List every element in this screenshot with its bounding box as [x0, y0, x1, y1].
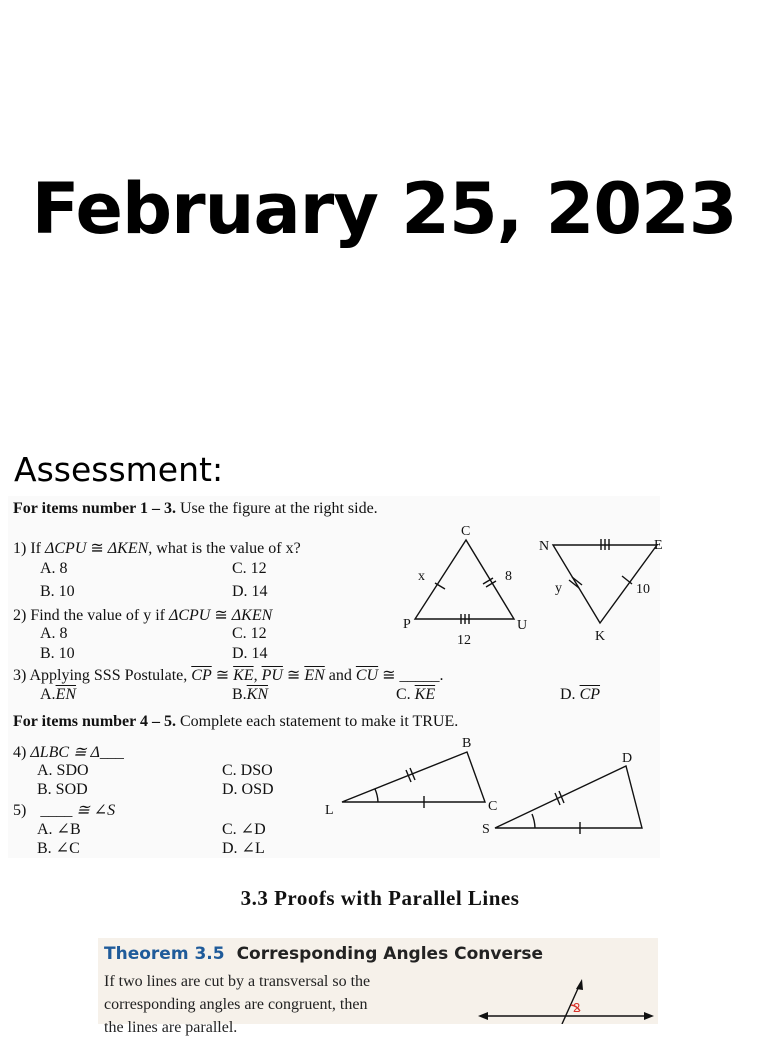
- arrow-right-icon: [644, 1012, 654, 1020]
- arrow-left-icon: [478, 1012, 488, 1020]
- q4-choice-a: A. SDO: [37, 762, 89, 779]
- section-title: 3.3 Proofs with Parallel Lines: [240, 886, 520, 910]
- q3-cong-1: ≅: [215, 667, 230, 684]
- theorem-line-3: the lines are parallel.: [104, 1019, 238, 1036]
- q5-choice-c: C. ∠D: [222, 821, 266, 838]
- q3-c-value: $\overline{KE}$: [414, 686, 436, 703]
- label-c2: C: [488, 799, 498, 814]
- q4-choice-b: B. SOD: [37, 781, 88, 798]
- section1-label: For items number 1 – 3.: [13, 500, 176, 517]
- q3-choice-d: [560, 686, 600, 704]
- q1-triangle-1: ΔCPU: [44, 540, 87, 557]
- question-5: [13, 800, 115, 820]
- q3-and: and: [328, 667, 352, 684]
- label-12: 12: [457, 633, 471, 648]
- q5-choice-a: A. ∠B: [37, 821, 81, 838]
- q2-choice-a: A. 8: [40, 625, 68, 642]
- q2-text: Find the value of y if: [30, 607, 165, 624]
- theorem-line-1: If two lines are cut by a transversal so the: [104, 973, 371, 990]
- label-x: x: [418, 569, 425, 584]
- triangle-cpu: [415, 540, 514, 619]
- q5-choice-d: D. ∠L: [222, 840, 265, 857]
- q3-d-value: $\overline{CP}$: [579, 686, 601, 703]
- theorem-number: Theorem 3.5: [104, 944, 225, 964]
- label-s: S: [482, 822, 490, 837]
- question-3: [13, 665, 444, 685]
- section2-label: For items number 4 – 5.: [13, 713, 176, 730]
- q3-blank: _____.: [399, 667, 444, 684]
- q1-number: 1): [13, 540, 27, 557]
- label-d: D: [622, 751, 633, 766]
- q3-c-prefix: C.: [396, 686, 411, 703]
- label-8: 8: [505, 569, 512, 584]
- q5-text: ____ ≅ ∠S: [40, 802, 116, 819]
- q3-cong-2: ≅: [286, 667, 301, 684]
- q1-triangle-2: ΔKEN: [107, 540, 149, 557]
- q2-choice-b: B. 10: [40, 645, 75, 662]
- question-2: [13, 605, 272, 625]
- q2-choice-d: D. 14: [232, 645, 268, 662]
- q4-choice-d: D. OSD: [222, 781, 274, 798]
- label-k: K: [595, 629, 606, 644]
- q1-choice-d: D. 14: [232, 583, 268, 600]
- q3-b-value: $\overline{KN}$: [246, 686, 269, 703]
- section2-header: [13, 713, 458, 731]
- q3-seg-cp: $\overline{CP}$: [191, 667, 212, 684]
- q5-choice-b: B. ∠C: [37, 840, 80, 857]
- q4-number: 4): [13, 744, 27, 761]
- section1-text: Use the figure at the right side.: [179, 500, 378, 517]
- label-e: E: [654, 538, 663, 553]
- angle-arc-l: [375, 789, 378, 802]
- q5-number: 5): [13, 802, 27, 819]
- q2-triangle-1: ΔCPU: [168, 607, 211, 624]
- q1-choice-b: B. 10: [40, 583, 75, 600]
- q4-choice-c: C. DSO: [222, 762, 273, 779]
- triangle-sdo: [495, 766, 642, 828]
- q1-post: , what is the value of x?: [148, 540, 301, 557]
- label-10: 10: [636, 582, 650, 597]
- question-1: [13, 538, 301, 558]
- q3-number: 3): [13, 667, 27, 684]
- q4-text: ΔLBC ≅ Δ___: [30, 744, 124, 761]
- triangles-figure-2: [320, 732, 660, 842]
- q3-pre: Applying SSS Postulate,: [29, 667, 188, 684]
- label-n: N: [539, 539, 550, 554]
- theorem-heading: [104, 944, 543, 964]
- label-p: P: [403, 617, 411, 632]
- label-y: y: [555, 581, 562, 596]
- q3-a-value: $\overline{EN}$: [55, 686, 77, 703]
- question-4: [13, 742, 124, 762]
- q3-choice-b: [232, 686, 268, 704]
- q2-triangle-2: ΔKEN: [231, 607, 273, 624]
- angle-label: 2: [573, 1000, 581, 1015]
- q2-number: 2): [13, 607, 27, 624]
- transversal-arrow-icon: [576, 979, 583, 990]
- section2-text: Complete each statement to make it TRUE.: [179, 713, 459, 730]
- q1-pre: If: [30, 540, 41, 557]
- parallel-lines-figure: [470, 975, 658, 1024]
- q3-choice-c: [396, 686, 435, 704]
- q3-d-prefix: D.: [560, 686, 576, 703]
- q3-seg-cu: $\overline{CU}$: [355, 667, 379, 684]
- q3-b-prefix: B.: [232, 686, 247, 703]
- angle-arc-s: [532, 814, 535, 828]
- q1-congruent: ≅: [90, 540, 104, 557]
- q2-congruent: ≅: [214, 607, 228, 624]
- section1-header: [13, 500, 378, 518]
- q3-seg-en: $\overline{EN}$: [304, 667, 325, 684]
- q2-choice-c: C. 12: [232, 625, 267, 642]
- theorem-line-2: corresponding angles are congruent, then: [104, 996, 368, 1013]
- q1-choice-a: A. 8: [40, 560, 68, 577]
- triangles-figure-1: [395, 518, 665, 650]
- label-l: L: [325, 803, 334, 818]
- q3-cong-3: ≅: [382, 667, 396, 684]
- label-c: C: [461, 524, 471, 539]
- q1-choice-c: C. 12: [232, 560, 267, 577]
- theorem-name: Corresponding Angles Converse: [236, 944, 544, 964]
- q3-seg-ke: $\overline{KE}$: [233, 667, 254, 684]
- q3-a-prefix: A.: [40, 686, 56, 703]
- q3-comma: ,: [253, 667, 258, 684]
- label-b: B: [462, 736, 472, 751]
- page-title: February 25, 2023: [31, 168, 737, 250]
- q3-seg-pu: $\overline{PU}$: [261, 667, 283, 684]
- assessment-heading: Assessment:: [14, 450, 224, 489]
- q3-choice-a: [40, 686, 76, 704]
- label-u: U: [517, 618, 528, 633]
